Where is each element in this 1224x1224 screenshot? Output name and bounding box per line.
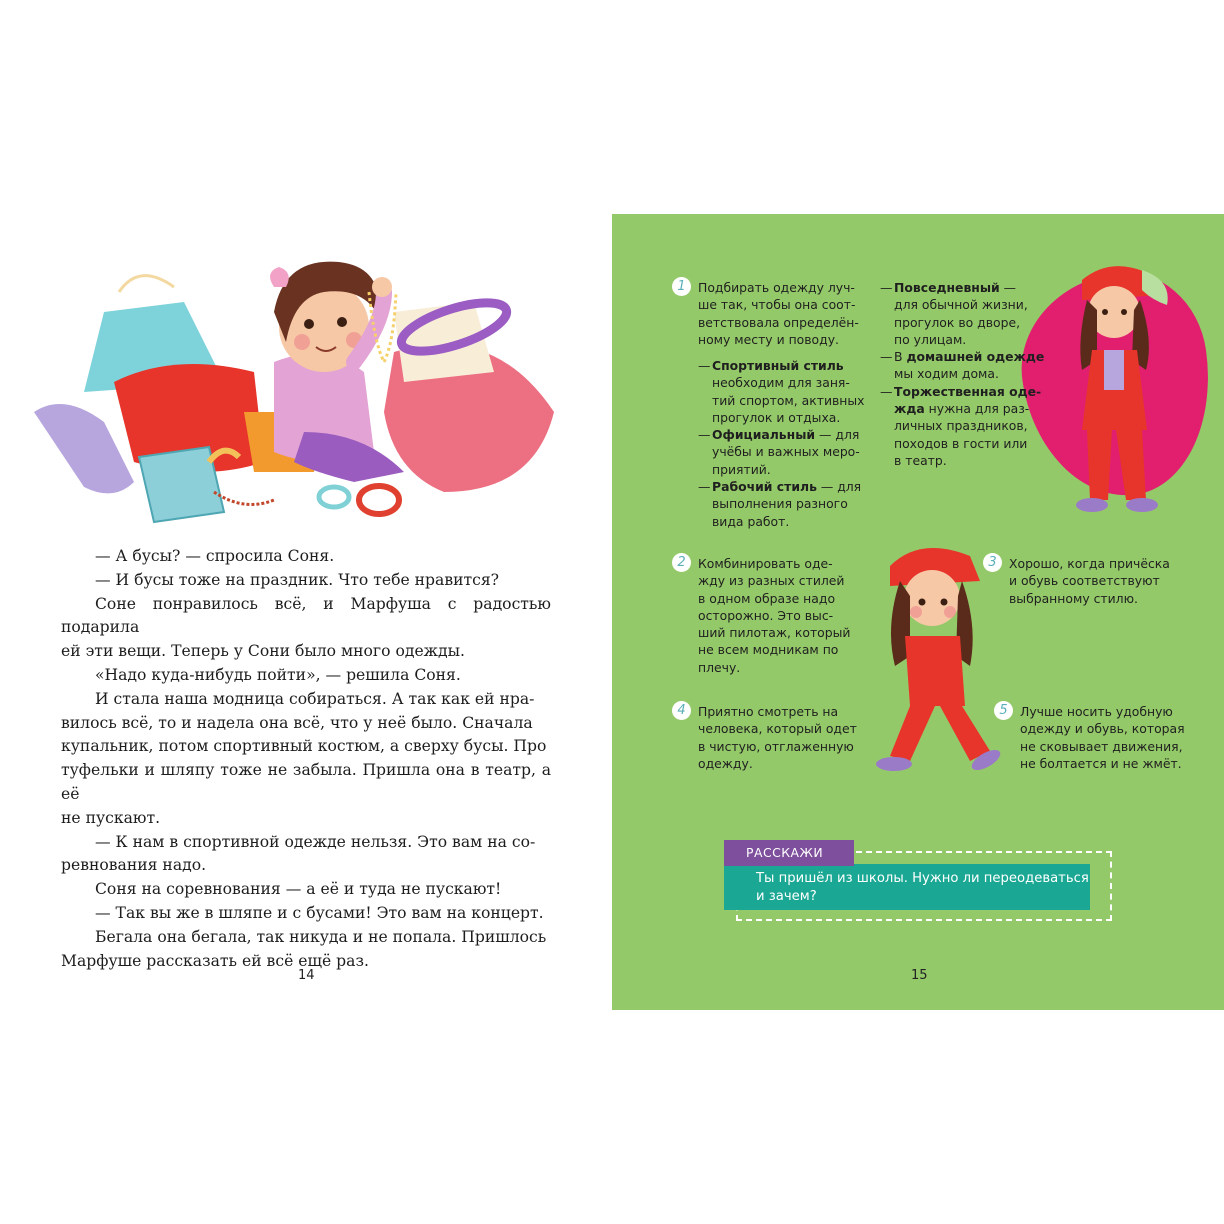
tip-text-line: ветствовала определён- bbox=[698, 314, 859, 330]
tip-text-line: не сковывает движения, bbox=[1020, 738, 1183, 754]
style-name: Спортивный стиль bbox=[712, 358, 844, 373]
illustration-girl-tracksuit-walking bbox=[870, 536, 1004, 782]
style-list-2 bbox=[880, 279, 1044, 469]
style-desc-line: приятий. bbox=[712, 461, 771, 477]
style-desc-line: походов в гости или bbox=[894, 435, 1028, 451]
story-line: Соня на соревнования — а её и туда не пускают! bbox=[95, 880, 502, 899]
tip-text-line: ший пилотаж, который bbox=[698, 625, 851, 641]
tip-text-line: не всем модникам по bbox=[698, 642, 839, 658]
style-desc-line: в театр. bbox=[894, 452, 947, 468]
style-item-casual bbox=[880, 279, 1044, 348]
tip-text-line: жду из разных стилей bbox=[698, 573, 845, 589]
page-number-right: 15 bbox=[911, 968, 928, 983]
story-line: не пускают. bbox=[61, 808, 161, 827]
tip-text-line: Лучше носить удобную bbox=[1020, 704, 1173, 719]
style-desc-line: нужна для раз- bbox=[924, 401, 1030, 417]
style-desc-line: прогулок и отдыха. bbox=[712, 409, 841, 425]
story-line: туфельки и шляпу тоже не забыла. Пришла она в театр, а её bbox=[61, 761, 551, 803]
story-line: — Так вы же в шляпе и с бусами! Это вам на концерт. bbox=[95, 903, 544, 922]
style-name: жда bbox=[894, 401, 925, 417]
story-line: И стала наша модница собираться. А так как ей нра- bbox=[95, 689, 535, 708]
tell-question bbox=[756, 870, 1096, 906]
illustration-girl-tracksuit-standing bbox=[1042, 250, 1182, 514]
story-line: купальник, потом спортивный костюм, а сверху бусы. Про bbox=[61, 737, 547, 756]
right-page bbox=[612, 214, 1224, 1010]
tell-question-line: и зачем? bbox=[756, 889, 817, 904]
story-line: вилось всё, то и надела она всё, что у неё было. Сначала bbox=[61, 713, 533, 732]
tip-text-line: Подбирать одежду луч- bbox=[698, 280, 855, 295]
tip-text-line: и обувь соответствуют bbox=[1009, 573, 1160, 589]
story-line: Соне понравилось всё, и Марфуша с радостью подарила bbox=[61, 594, 551, 637]
style-desc-line: личных праздников, bbox=[894, 418, 1028, 434]
style-name: Торжественная оде- bbox=[894, 383, 1042, 399]
tip-number-badge: 1 bbox=[672, 277, 691, 296]
tip-text-line: плечу. bbox=[698, 659, 741, 675]
story-line: — К нам в спортивной одежде нельзя. Это вам на со- bbox=[95, 832, 536, 851]
story-line: — И бусы тоже на праздник. Что тебе нравится? bbox=[95, 570, 500, 589]
tip-text-line: ше так, чтобы она соот- bbox=[698, 297, 856, 313]
style-desc-line: мы ходим дома. bbox=[894, 366, 999, 382]
tip-2 bbox=[677, 555, 851, 676]
style-item-home bbox=[880, 348, 1044, 383]
tip-number-badge: 4 bbox=[672, 701, 691, 720]
story-line: — А бусы? — спросила Соня. bbox=[95, 547, 335, 565]
style-name: Официальный bbox=[712, 427, 816, 443]
tip-3 bbox=[988, 555, 1170, 607]
tip-number-badge: 3 bbox=[983, 553, 1002, 572]
tell-tag: РАССКАЖИ bbox=[724, 840, 854, 866]
style-name: Повседневный bbox=[894, 280, 1000, 295]
style-desc-line: — для bbox=[815, 427, 860, 443]
style-desc-line: — bbox=[999, 280, 1017, 295]
style-desc-line: тий спортом, активных bbox=[712, 392, 865, 408]
style-desc-line: В bbox=[894, 349, 907, 365]
style-desc-line: необходим для заня- bbox=[712, 375, 850, 391]
left-page bbox=[0, 214, 612, 1010]
tip-text-line: осторожно. Это выс- bbox=[698, 607, 834, 623]
style-name: домашней одежде bbox=[906, 349, 1045, 365]
tip-5 bbox=[999, 703, 1185, 772]
story-line: ревнования надо. bbox=[61, 856, 207, 875]
style-desc-line: для обычной жизни, bbox=[894, 297, 1028, 313]
tip-text-line: выбранному стилю. bbox=[1009, 590, 1138, 606]
tip-text-line: не болтается и не жмёт. bbox=[1020, 755, 1182, 771]
page-number-left: 14 bbox=[298, 968, 315, 983]
tell-question-line: Ты пришёл из школы. Нужно ли переодеваться bbox=[756, 871, 1089, 886]
story-line: «Надо куда-нибудь пойти», — решила Соня. bbox=[95, 665, 461, 684]
illustration-girl-with-clothes bbox=[24, 232, 564, 532]
story-line: Марфуше рассказать ей всё ещё раз. bbox=[61, 951, 369, 970]
style-desc-line: учёбы и важных меро- bbox=[712, 444, 860, 460]
tip-4 bbox=[677, 703, 857, 772]
style-desc-line: прогулок во дворе, bbox=[894, 314, 1021, 330]
style-name: Рабочий стиль bbox=[712, 479, 817, 495]
story-line: ей эти вещи. Теперь у Сони было много одежды. bbox=[61, 642, 465, 661]
tip-text-line: одежду. bbox=[698, 755, 753, 771]
style-desc-line: — для bbox=[816, 479, 862, 495]
tip-text-line: человека, который одет bbox=[698, 721, 857, 737]
tip-number-badge: 5 bbox=[994, 701, 1013, 720]
tip-text-line: Комбинировать оде- bbox=[698, 556, 833, 571]
tip-text-line: одежду и обувь, которая bbox=[1020, 721, 1185, 737]
story-text bbox=[61, 545, 551, 973]
style-item-formal bbox=[880, 383, 1044, 469]
tip-text-line: Хорошо, когда причёска bbox=[1009, 556, 1170, 571]
tip-number-badge: 2 bbox=[672, 553, 691, 572]
tip-text-line: Приятно смотреть на bbox=[698, 704, 839, 719]
tip-text-line: в одном образе надо bbox=[698, 590, 836, 606]
tip-1 bbox=[677, 279, 859, 348]
style-desc-line: по улицам. bbox=[894, 331, 967, 347]
style-list-1 bbox=[698, 357, 865, 530]
story-line: Бегала она бегала, так никуда и не попала. Пришлось bbox=[95, 927, 547, 946]
style-desc-line: выполнения разного bbox=[712, 496, 848, 512]
tip-text-line: ному месту и поводу. bbox=[698, 331, 839, 347]
style-item-sport bbox=[698, 357, 865, 426]
style-item-official bbox=[698, 426, 865, 478]
style-item-work bbox=[698, 478, 865, 530]
tip-text-line: в чистую, отглаженную bbox=[698, 738, 854, 754]
style-desc-line: вида работ. bbox=[712, 513, 790, 529]
